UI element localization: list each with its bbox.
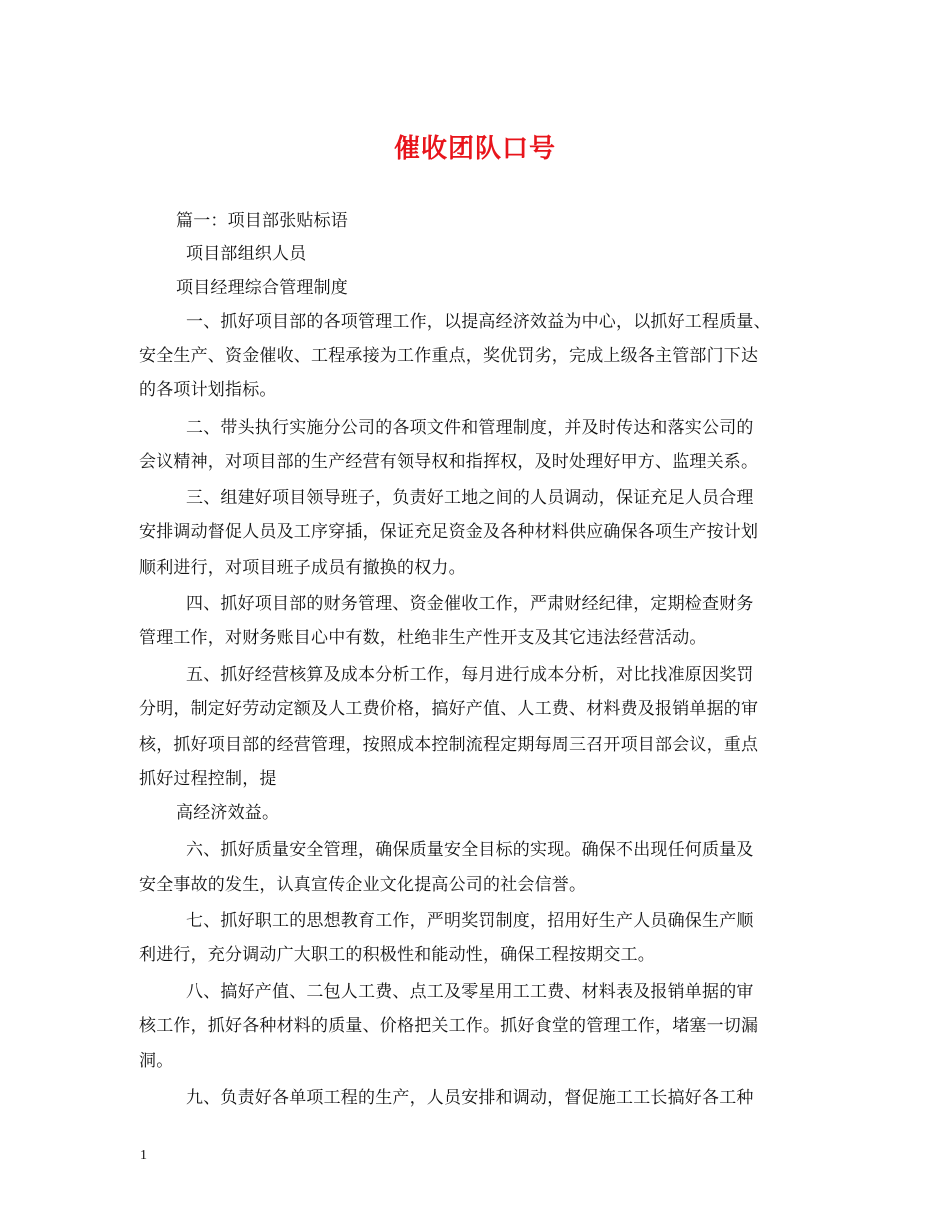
paragraph-line: 二、带头执行实施分公司的各项文件和管理制度，并及时传达和落实公司的 — [186, 418, 754, 438]
paragraph-line: 篇一：项目部张贴标语 — [176, 211, 348, 231]
paragraph-line: 项目经理综合管理制度 — [176, 278, 348, 298]
paragraph-line: 三、组建好项目领导班子，负责好工地之间的人员调动，保证充足人员合理 — [186, 488, 754, 508]
paragraph-line: 八、搞好产值、二包人工费、点工及零星用工工费、材料表及报销单据的审 — [186, 982, 754, 1002]
paragraph-line: 安全生产、资金催收、工程承接为工作重点，奖优罚劣，完成上级各主管部门下达 — [139, 346, 759, 366]
paragraph-line: 高经济效益。 — [176, 803, 280, 823]
paragraph-line: 核，抓好项目部的经营管理，按照成本控制流程定期每周三召开项目部会议，重点 — [139, 735, 759, 755]
paragraph-line: 核工作，抓好各种材料的质量、价格把关工作。抓好食堂的管理工作，堵塞一切漏 — [139, 1016, 759, 1036]
paragraph-line: 九、负责好各单项工程的生产，人员安排和调动，督促施工工长搞好各工种 — [186, 1088, 754, 1108]
page-number: 1 — [140, 1148, 147, 1163]
paragraph-line: 会议精神，对项目部的生产经营有领导权和指挥权，及时处理好甲方、监理关系。 — [139, 452, 759, 472]
paragraph-line: 六、抓好质量安全管理，确保质量安全目标的实现。确保不出现任何质量及 — [186, 840, 754, 860]
paragraph-line: 管理工作，对财务账目心中有数，杜绝非生产性开支及其它违法经营活动。 — [139, 628, 707, 648]
paragraph-line: 顺利进行，对项目班子成员有撤换的权力。 — [139, 558, 466, 578]
paragraph-line: 洞。 — [139, 1051, 174, 1071]
paragraph-line: 项目部组织人员 — [186, 244, 307, 264]
paragraph-line: 安排调动督促人员及工序穿插，保证充足资金及各种材料供应确保各项生产按计划 — [139, 522, 759, 542]
paragraph-line: 利进行，充分调动广大职工的积极性和能动性，确保工程按期交工。 — [139, 945, 655, 965]
paragraph-line: 安全事故的发生，认真宣传企业文化提高公司的社会信誉。 — [139, 875, 587, 895]
document-title: 催收团队口号 — [393, 134, 556, 164]
paragraph-line: 抓好过程控制，提 — [139, 769, 277, 789]
paragraph-line: 的各项计划指标。 — [139, 380, 277, 400]
paragraph-line: 一、抓好项目部的各项管理工作，以提高经济效益为中心，以抓好工程质量、 — [186, 312, 771, 332]
paragraph-line: 五、抓好经营核算及成本分析工作，每月进行成本分析，对比找准原因奖罚 — [186, 665, 754, 685]
paragraph-line: 分明，制定好劳动定额及人工费价格，搞好产值、人工费、材料费及报销单据的审 — [139, 699, 759, 719]
paragraph-line: 七、抓好职工的思想教育工作，严明奖罚制度，招用好生产人员确保生产顺 — [186, 911, 754, 931]
paragraph-line: 四、抓好项目部的财务管理、资金催收工作，严肃财经纪律，定期检查财务 — [186, 594, 754, 614]
